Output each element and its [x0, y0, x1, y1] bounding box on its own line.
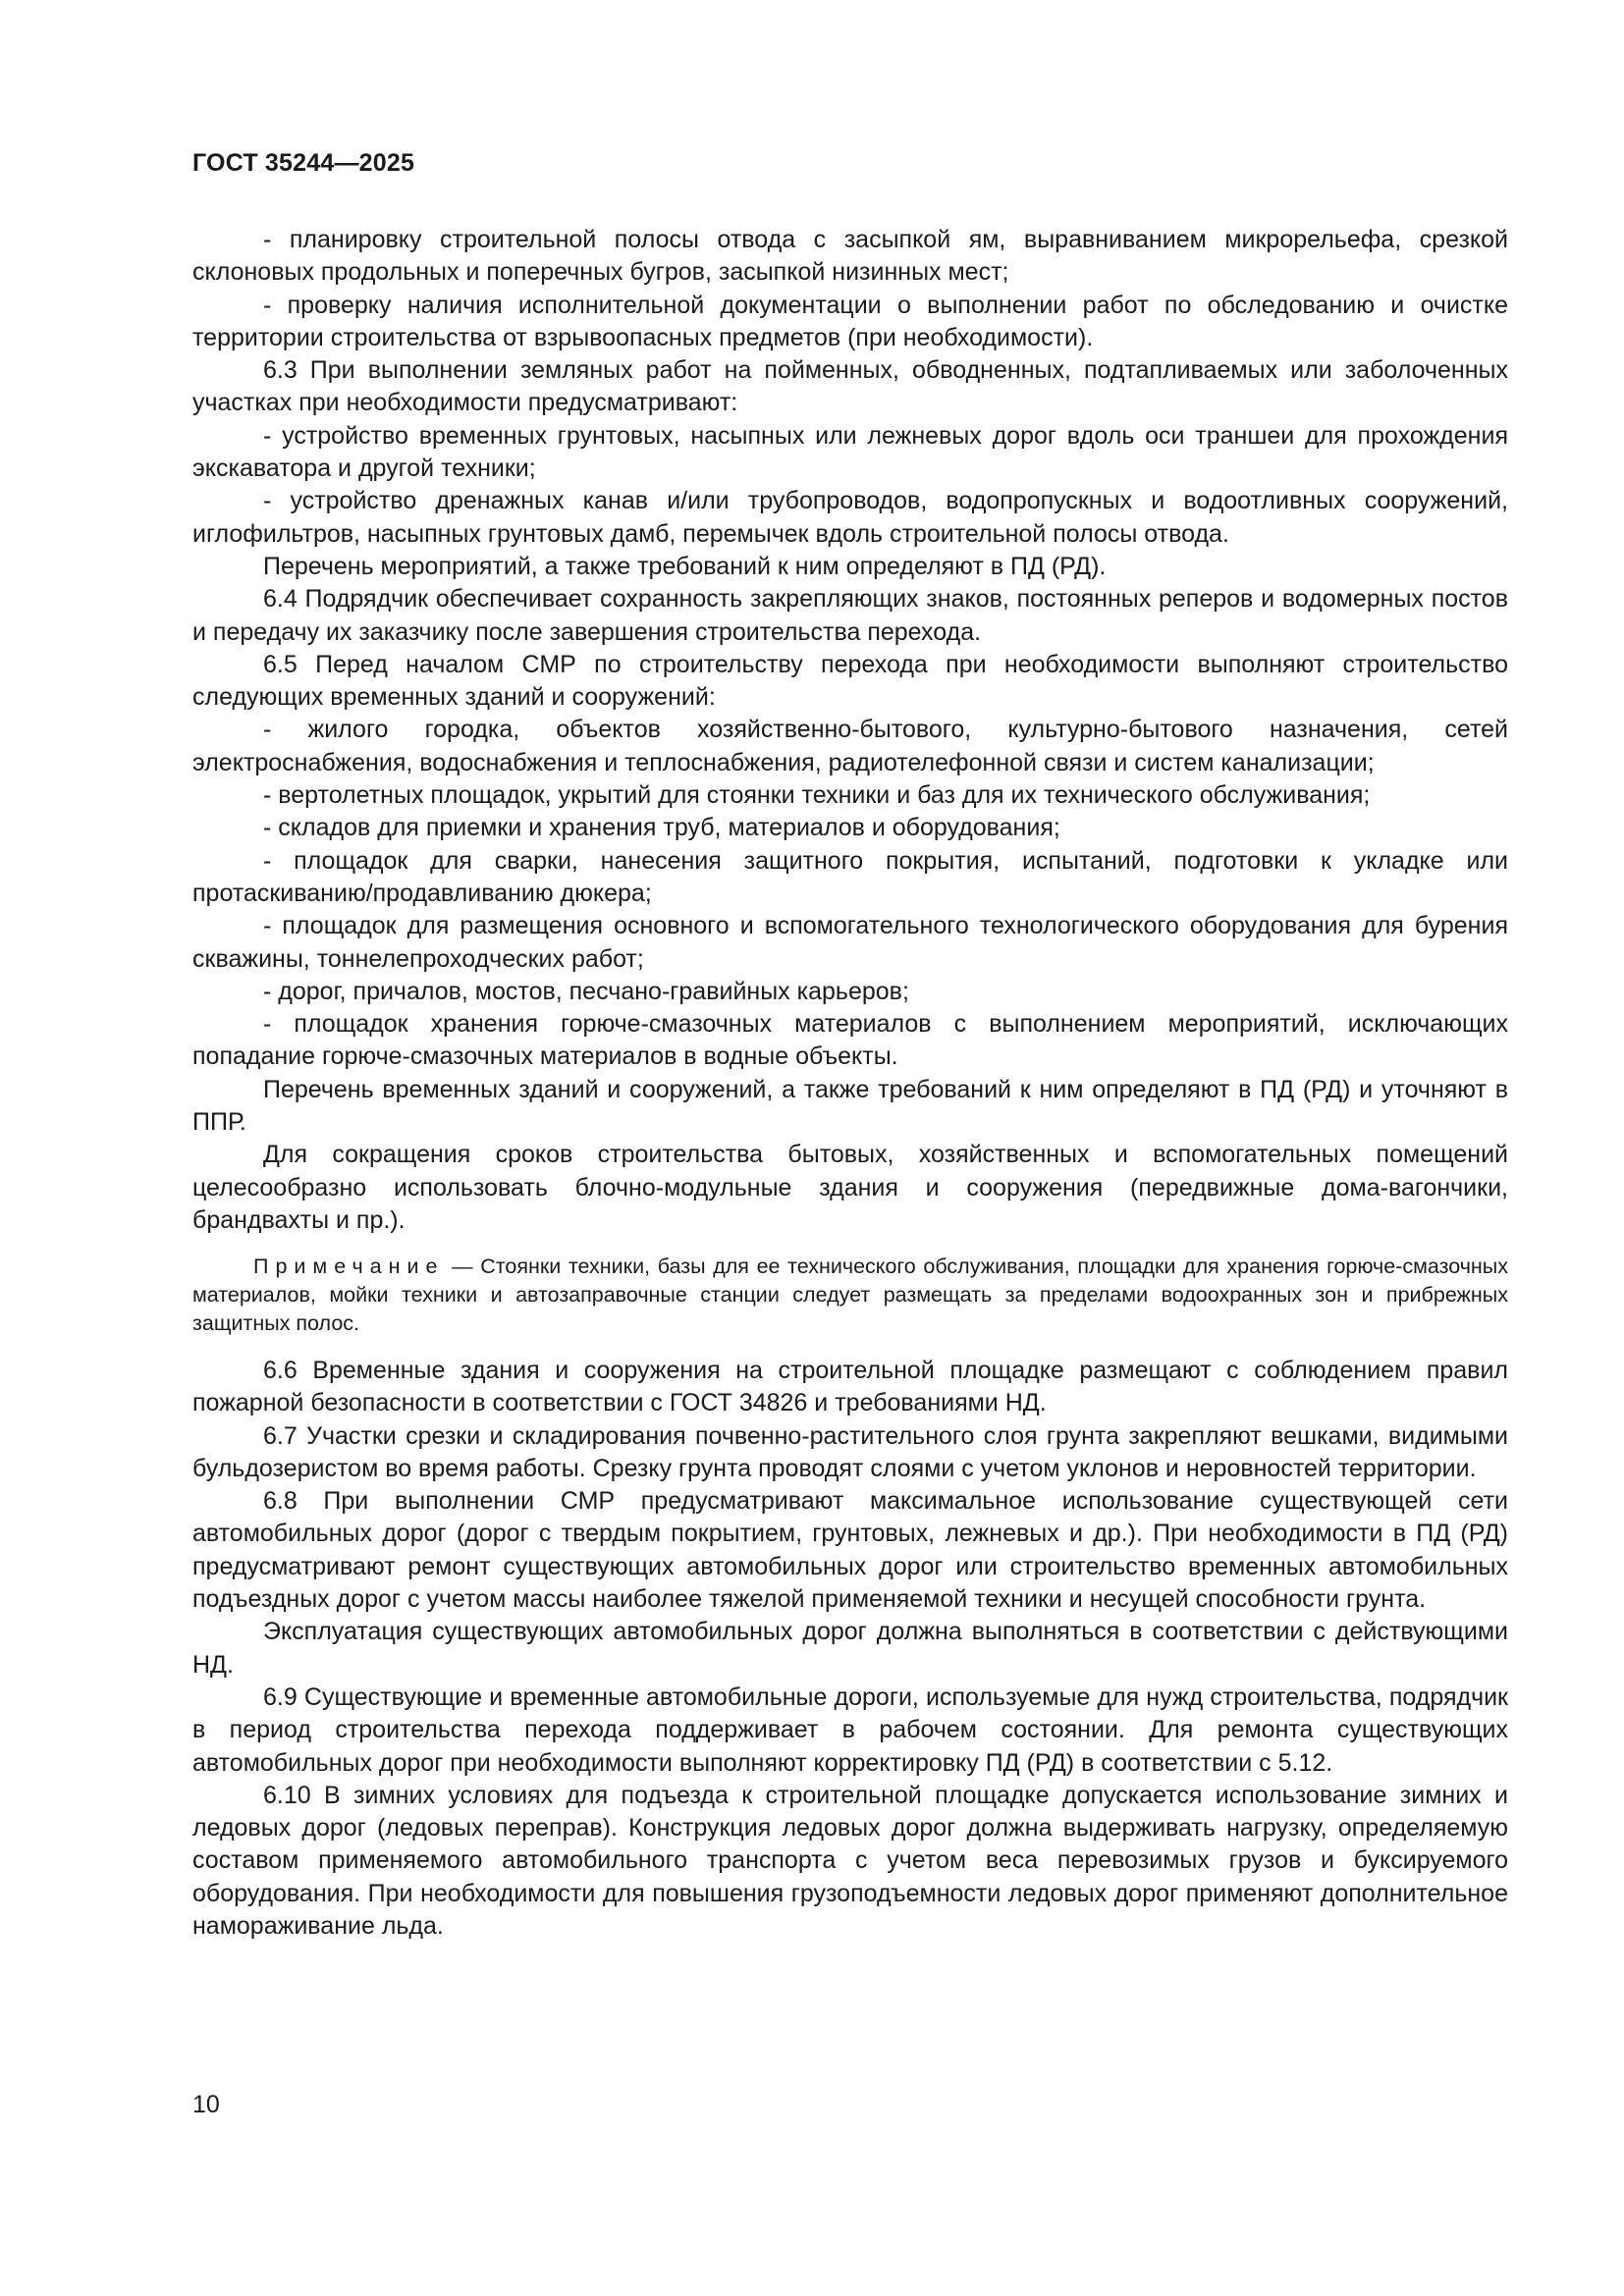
paragraph: - устройство дренажных канав и/или трубопроводов, водопропускных и водоотливных сооружений, иглофильтров, насыпных грунтовых дамб, перемычек вдоль строительной полосы отвода. — [192, 487, 1508, 548]
paragraph: - жилого городка, объектов хозяйственно-бытового, культурно-бытового назначения, сетей электроснабжения, водоснабжения и теплоснабжения, радиотелефонной связи и систем канализации; — [192, 716, 1508, 776]
document-body-continued — [192, 1355, 1508, 1943]
document-header: ГОСТ 35244—2025 — [192, 149, 415, 177]
paragraph: - вертолетных площадок, укрытий для стоянки техники и баз для их технического обслуживания; — [263, 781, 1371, 810]
paragraph: 6.8 При выполнении СМР предусматривают максимальное использование существующей сети автомобильных дорог (дорог с твердым покрытием, грунтовых, лежневых и др.). При необходимости в ПД (РД) предусматривают ремонт существующих автомобильных дорог или строительство временных автомобильных подъездных дорог с учетом массы наиболее тяжелой применяемой техники и несущей способности грунта. — [192, 1487, 1508, 1614]
note-label: Примечание — [253, 1255, 445, 1278]
paragraph: 6.3 При выполнении земляных работ на пойменных, обводненных, подтапливаемых или заболоченных участках при необходимости предусматривают: — [192, 356, 1508, 417]
paragraph: 6.10 В зимних условиях для подъезда к строительной площадке допускается использование зимних и ледовых дорог (ледовых переправ). Конструкция ледовых дорог должна выдерживать нагрузку, определяемую составом применяемого автомобильного транспорта с учетом веса перевозимых грузов и буксируемого оборудования. При необходимости для повышения грузоподъемности ледовых дорог применяют дополнительное намораживание льда. — [192, 1781, 1508, 1941]
paragraph: 6.5 Перед началом СМР по строительству перехода при необходимости выполняют строительство следующих временных зданий и сооружений: — [192, 650, 1508, 712]
paragraph: Эксплуатация существующих автомобильных дорог должна выполняться в соответствии с действующими НД. — [192, 1618, 1508, 1679]
paragraph: - устройство временных грунтовых, насыпных или лежневых дорог вдоль оси траншеи для прохождения экскаватора и другой техники; — [192, 421, 1508, 483]
paragraph: - дорог, причалов, мостов, песчано-гравийных карьеров; — [263, 977, 909, 1005]
paragraph: - складов для приемки и хранения труб, материалов и оборудования; — [263, 814, 1060, 842]
paragraph: - площадок хранения горюче-смазочных материалов с выполнением мероприятий, исключающих попадание горюче-смазочных материалов в водные объекты. — [192, 1010, 1508, 1071]
paragraph: Для сокращения сроков строительства бытовых, хозяйственных и вспомогательных помещений целесообразно использовать блочно-модульные здания и сооружения (передвижные дома-вагончики, брандвахты и пр.). — [192, 1141, 1508, 1234]
note — [192, 1253, 1508, 1338]
paragraph: 6.6 Временные здания и сооружения на строительной площадке размещают с соблюдением правил пожарной безопасности в соответствии с ГОСТ 34826 и требованиями НД. — [192, 1357, 1508, 1417]
paragraph: - площадок для сварки, нанесения защитного покрытия, испытаний, подготовки к укладке или протаскиванию/продавливанию дюкера; — [192, 846, 1508, 907]
paragraph: 6.7 Участки срезки и складирования почвенно-растительного слоя грунта закрепляют вешками, видимыми бульдозеристом во время работы. Срезку грунта проводят слоями с учетом уклонов и неровностей территории. — [192, 1421, 1508, 1482]
paragraph: Перечень временных зданий и сооружений, а также требований к ним определяют в ПД (РД) и уточняют в ППР. — [192, 1075, 1508, 1137]
note-text: — Стоянки техники, базы для ее технического обслуживания, площадки для хранения горюче-смазочных материалов, мойки техники и автозаправочные станции следует размещать за пределами водоохранных зон и прибрежных защитных полос. — [192, 1255, 1508, 1335]
paragraph: - планировку строительной полосы отвода с засыпкой ям, выравниванием микрорельефа, срезкой склоновых продольных и поперечных бугров, засыпкой низинных мест; — [192, 226, 1508, 287]
document-body — [192, 224, 1508, 1237]
paragraph: Перечень мероприятий, а также требований к ним определяют в ПД (РД). — [263, 552, 1107, 580]
paragraph: 6.4 Подрядчик обеспечивает сохранность закрепляющих знаков, постоянных реперов и водомерных постов и передачу их заказчику после завершения строительства перехода. — [192, 585, 1508, 646]
page-number: 10 — [192, 2091, 220, 2118]
paragraph: 6.9 Существующие и временные автомобильные дороги, используемые для нужд строительства, подрядчик в период строительства перехода поддерживает в рабочем состоянии. Для ремонта существующих автомобильных дорог при необходимости выполняют корректировку ПД (РД) в соответствии с 5.12. — [192, 1682, 1508, 1777]
paragraph: - площадок для размещения основного и вспомогательного технологического оборудования для бурения скважины, тоннелепроходческих работ; — [192, 912, 1508, 973]
paragraph: - проверку наличия исполнительной документации о выполнении работ по обследованию и очистке территории строительства от взрывоопасных предметов (при необходимости). — [192, 291, 1508, 351]
